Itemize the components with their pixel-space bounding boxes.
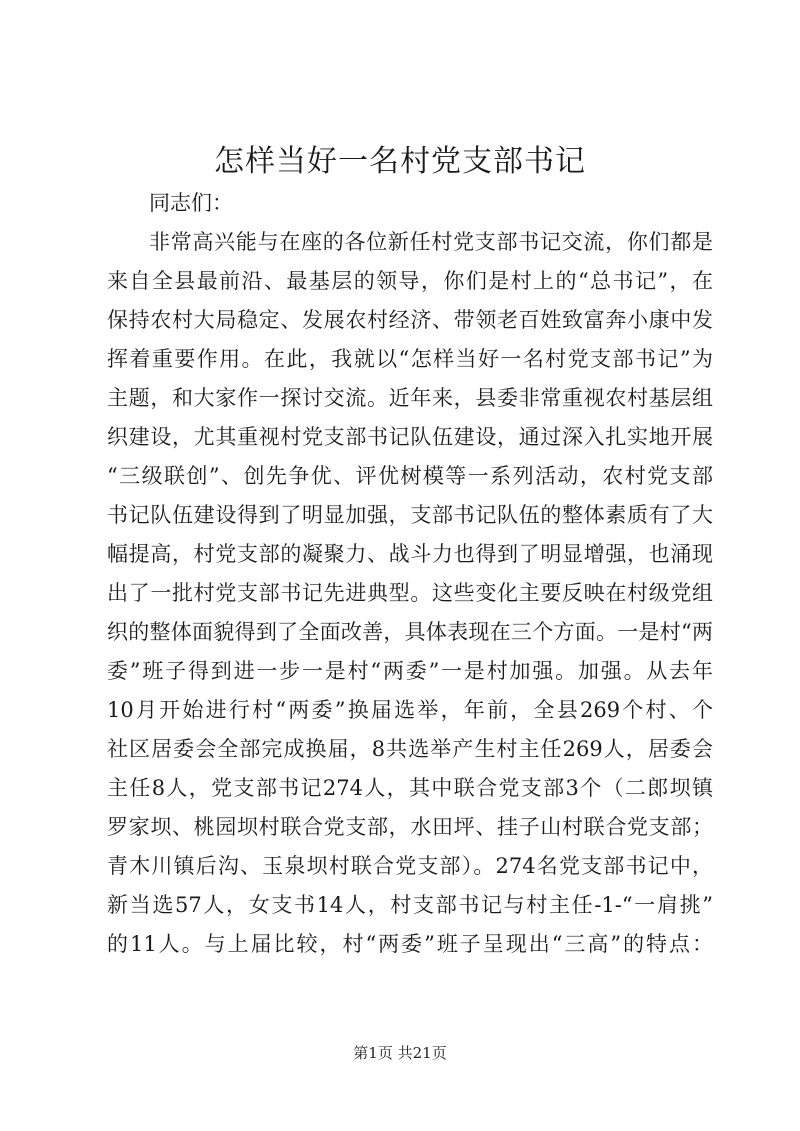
- paragraph-line: 新当选57人，女支书14人，村支部书记与村主任-1-“一肩挑”: [107, 893, 713, 917]
- paragraph-line: 保持农村大局稳定、发展农村经济、带领老百姓致富奔小康中发: [107, 308, 713, 332]
- paragraph-line: 非常高兴能与在座的各位新任村党支部书记交流，你们都是: [149, 230, 713, 254]
- page-number-footer: 第1页 共21页: [353, 1044, 447, 1062]
- paragraph-line: 委”班子得到进一步一是村“两委”一是村加强。加强。从去年: [107, 659, 713, 683]
- paragraph-line: 织的整体面貌得到了全面改善，具体表现在三个方面。一是村“两: [107, 620, 713, 644]
- document-title: 怎样当好一名村党支部书记: [214, 144, 586, 179]
- greeting-line: 同志们：: [149, 191, 233, 215]
- paragraph-line: 织建设，尤其重视村党支部书记队伍建设，通过深入扎实地开展: [107, 425, 713, 449]
- paragraph-line: 10月开始进行村“两委”换届选举，年前，全县269个村、个: [107, 698, 713, 722]
- paragraph-line: 幅提高，村党支部的凝聚力、战斗力也得到了明显增强，也涌现: [107, 542, 713, 566]
- paragraph-line: 罗家坝、桃园坝村联合党支部，水田坪、挂子山村联合党支部；: [107, 815, 713, 839]
- paragraph-line: 书记队伍建设得到了明显加强，支部书记队伍的整体素质有了大: [107, 503, 713, 527]
- paragraph-line: 主题，和大家作一探讨交流。近年来，县委非常重视农村基层组: [107, 386, 713, 410]
- paragraph-line: “三级联创”、创先争优、评优树模等一系列活动，农村党支部: [107, 464, 713, 488]
- paragraph-line: 出了一批村党支部书记先进典型。这些变化主要反映在村级党组: [107, 581, 713, 605]
- paragraph-line: 挥着重要作用。在此，我就以“怎样当好一名村党支部书记”为: [107, 347, 713, 371]
- document-body: [107, 184, 713, 964]
- paragraph-line: 的11人。与上届比较，村“两委”班子呈现出“三高”的特点：: [107, 932, 713, 956]
- paragraph-line: 来自全县最前沿、最基层的领导，你们是村上的“总书记”，在: [107, 269, 713, 293]
- paragraph-line: 主任8人，党支部书记274人，其中联合党支部3个（二郎坝镇: [107, 776, 713, 800]
- paragraph-line: 社区居委会全部完成换届，8共选举产生村主任269人，居委会: [107, 737, 713, 761]
- paragraph-line: 青木川镇后沟、玉泉坝村联合党支部）。274名党支部书记中，: [107, 854, 713, 878]
